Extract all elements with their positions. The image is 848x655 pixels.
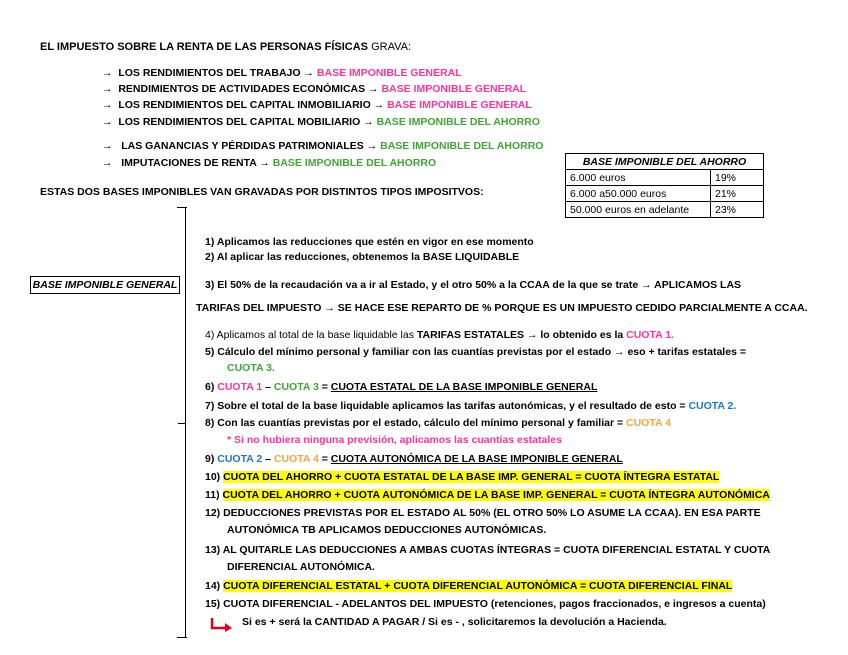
arrow-icon: → [363, 116, 374, 128]
step-11 [205, 489, 770, 501]
step-text: = [318, 453, 331, 465]
table-cell: 21% [711, 186, 764, 202]
arrow-icon: → [102, 157, 113, 169]
table-cell: 6.000 euros [566, 170, 711, 186]
table-header: BASE IMPONIBLE DEL AHORRO [566, 154, 764, 170]
item-text: IMPUTACIONES DE RENTA [121, 157, 257, 169]
item-base: BASE IMPONIBLE GENERAL [381, 83, 527, 95]
cuota-3: CUOTA 3 [273, 381, 319, 393]
item-base: BASE IMPONIBLE DEL AHORRO [376, 116, 540, 128]
step-13-cont: DIFERENCIAL AUTONÓMICA. [227, 561, 375, 573]
arrow-icon: → [366, 140, 378, 152]
highlight-text: CUOTA DEL AHORRO + CUOTA AUTONÓMICA DE LA BASE IMP. GENERAL = CUOTA ÍNTEGRA AUTONÓMICA [222, 489, 770, 501]
list-item [102, 116, 540, 128]
title-rest: GRAVA: [368, 41, 412, 53]
arrow-icon: → [102, 99, 113, 111]
step-text: TARIFAS ESTATALES [416, 329, 525, 341]
highlight-text: CUOTA DEL AHORRO + CUOTA ESTATAL DE LA BASE IMP. GENERAL = CUOTA ÍNTEGRA ESTATAL [223, 471, 720, 483]
item-text: LOS RENDIMIENTOS DEL CAPITAL INMOBILIARIO [118, 99, 371, 111]
cuota-1: CUOTA 1. [626, 329, 674, 341]
cuota-4: CUOTA 4 [273, 453, 319, 465]
final-note: Si es + será la CANTIDAD A PAGAR / Si es - , solicitaremos la devolución a Hacienda. [242, 616, 667, 628]
table-row [566, 170, 764, 186]
base-general-box: BASE IMPONIBLE GENERAL [30, 276, 180, 294]
step-15: 15) CUOTA DIFERENCIAL - ADELANTOS DEL IMPUESTO (retenciones, pagos fraccionados, e ingresos a cuenta) [205, 598, 766, 610]
step-text: 11) [205, 489, 223, 501]
item-base: BASE IMPONIBLE DEL AHORRO [380, 140, 544, 152]
cuota-2: CUOTA 2 [217, 453, 263, 465]
step-text: 8) Con las cuantías previstas por el estado, cálculo del mínimo personal y familiar = [205, 417, 627, 429]
list-item [102, 157, 436, 169]
table-cell: 19% [711, 170, 764, 186]
step-1: 1) Aplicamos las reducciones que estén en vigor en ese momento [205, 236, 534, 248]
arrow-icon: → [368, 83, 379, 95]
arrow-icon: → [102, 83, 113, 95]
step-8 [205, 417, 671, 429]
table-cell: 23% [711, 202, 764, 218]
step-8-note: * Si no hubiera ninguna previsión, aplicamos las cuantías estatales [227, 434, 562, 446]
arrow-icon: → [373, 99, 385, 111]
bracket-tick [178, 423, 186, 424]
item-text: LOS RENDIMIENTOS DEL TRABAJO [118, 67, 301, 79]
document-title [40, 41, 411, 53]
cuota-3: CUOTA 3. [227, 362, 275, 374]
step-7 [205, 400, 736, 412]
list-item [102, 99, 532, 111]
item-base: BASE IMPONIBLE DEL AHORRO [272, 157, 437, 169]
table-row [566, 202, 764, 218]
step-12: 12) DEDUCCIONES PREVISTAS POR EL ESTADO AL 50% (EL OTRO 50% LO ASUME LA CCAA). EN ESA PARTE [205, 507, 761, 519]
list-item [102, 83, 526, 95]
list-item [102, 67, 462, 79]
step-12-cont: AUTONÓMICA TB APLICAMOS DEDUCCIONES AUTONÓMICAS. [227, 524, 547, 536]
arrow-icon: → [102, 140, 113, 152]
item-base: BASE IMPONIBLE GENERAL [316, 67, 462, 79]
cuota-autonomica: CUOTA AUTONÓMICA DE LA BASE IMPONIBLE GENERAL [330, 453, 623, 465]
step-14 [205, 580, 732, 592]
step-3-cont: TARIFAS DEL IMPUESTO → SE HACE ESE REPARTO DE % PORQUE ES UN IMPUESTO CEDIDO PARCIALMENTE A CCAA. [196, 302, 808, 314]
item-text: RENDIMIENTOS DE ACTIVIDADES ECONÓMICAS [118, 83, 366, 95]
step-text: 7) Sobre el total de la base liquidable aplicamos las tarifas autonómicas, y el resultado de esto = [205, 400, 689, 412]
step-text: 10) [205, 471, 224, 483]
step-text: = [318, 381, 331, 393]
title-bold: EL IMPUESTO SOBRE LA RENTA DE LAS PERSONAS FÍSICAS [40, 41, 369, 53]
table-cell: 50.000 euros en adelante [566, 202, 711, 218]
arrow-icon: → [102, 67, 113, 79]
arrow-icon: → [303, 67, 314, 79]
step-4 [205, 329, 674, 341]
table-cell: 6.000 a50.000 euros [566, 186, 711, 202]
return-arrow-icon [210, 617, 234, 633]
arrow-icon: → [102, 116, 113, 128]
step-13: 13) AL QUITARLE LAS DEDUCCIONES A AMBAS CUOTAS ÍNTEGRAS = CUOTA DIFERENCIAL ESTATAL Y CUOTA [205, 544, 771, 556]
cuota-estatal: CUOTA ESTATAL DE LA BASE IMPONIBLE GENERAL [330, 381, 598, 393]
step-text: 9) [205, 453, 218, 465]
rate-table [565, 153, 764, 218]
list-item [102, 140, 543, 152]
cuota-2: CUOTA 2. [688, 400, 737, 412]
step-5: 5) Cálculo del mínimo personal y familiar con las cuantías previstas por el estado → eso + tarifas estatales = [205, 346, 746, 358]
step-text: → lo obtenido es la [524, 329, 627, 341]
step-text: – [262, 381, 274, 393]
step-9 [205, 453, 623, 465]
step-text: 4) Aplicamos al total de la base liquidable las [205, 329, 417, 341]
cuota-4: CUOTA 4 [626, 417, 671, 429]
cuota-1: CUOTA 1 [217, 381, 263, 393]
step-text: – [262, 453, 274, 465]
step-text: 6) [205, 381, 218, 393]
intro-text: ESTAS DOS BASES IMPONIBLES VAN GRAVADAS POR DISTINTOS TIPOS IMPOSITVOS: [40, 186, 484, 198]
item-base: BASE IMPONIBLE GENERAL [387, 99, 532, 111]
step-10 [205, 471, 719, 483]
arrow-icon: → [259, 157, 270, 169]
item-text: LOS RENDIMIENTOS DEL CAPITAL MOBILIARIO [118, 116, 361, 128]
step-6 [205, 381, 597, 393]
item-text: LAS GANANCIAS Y PÉRDIDAS PATRIMONIALES [121, 140, 364, 152]
step-text: 14) [205, 580, 224, 592]
table-header-row [566, 154, 764, 170]
step-2: 2) Al aplicar las reducciones, obtenemos la BASE LIQUIDABLE [205, 251, 520, 263]
table-row [566, 186, 764, 202]
step-3: 3) El 50% de la recaudación va a ir al Estado, y el otro 50% a la CCAA de la que se trate → APLICAMOS LAS [205, 279, 742, 291]
highlight-text: CUOTA DIFERENCIAL ESTATAL + CUOTA DIFERENCIAL AUTONÓMICA = CUOTA DIFERENCIAL FINAL [223, 580, 733, 592]
